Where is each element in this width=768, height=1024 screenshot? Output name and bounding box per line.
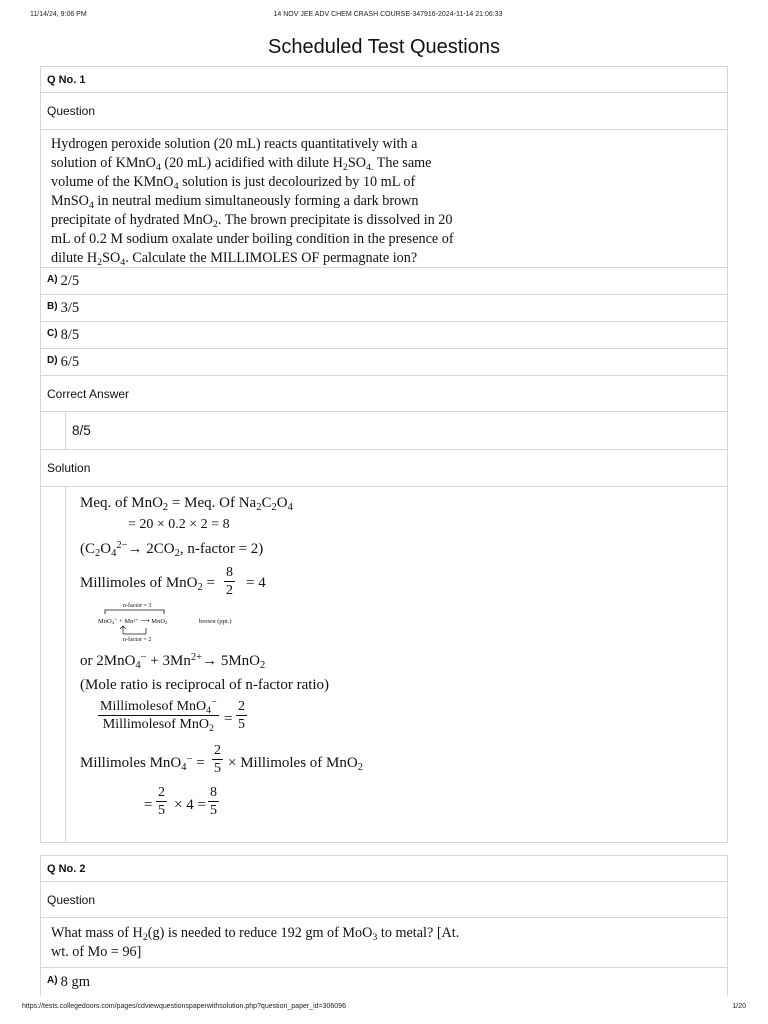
question-number: Q No. 2	[41, 856, 727, 882]
n-factor-top-label: n-factor = 3	[123, 603, 152, 609]
print-footer	[22, 1003, 746, 1010]
option-key: C)	[47, 327, 58, 339]
solution-label: Solution	[41, 450, 727, 487]
option-key: B)	[47, 300, 58, 312]
correct-answer-row	[41, 412, 727, 450]
page-url: https://tests.collegedoors.com/pages/cdviewquestionspaperwithsolution.php?question_paper_id=306096	[22, 1003, 346, 1010]
option-value: 2/5	[60, 272, 80, 289]
solution-line: ($C_2O_4^{2-}\to 2CO_2$, n-factor = 2)	[80, 540, 264, 559]
option-a	[41, 968, 727, 996]
svg-text:MnO4⁻ + Mn²⁺ ⟶ MnO2: MnO4⁻ + Mn²⁺ ⟶ MnO2	[98, 618, 168, 625]
solution-line: × Millimoles of MnO$_2$	[228, 755, 363, 773]
page-title: Scheduled Test Questions	[267, 36, 500, 58]
option-b	[41, 295, 727, 322]
solution-line: (Mole ratio is reciprocal of n-factor ratio)	[80, 677, 330, 693]
question-card-2	[40, 855, 728, 996]
solution-line: = 20 × 0.2 × 2 = 8	[128, 517, 230, 532]
fraction-8-over-2: $\frac{8}{2}$	[226, 565, 233, 598]
option-a	[41, 268, 727, 295]
solution-block	[41, 487, 727, 842]
print-header	[30, 11, 746, 23]
fraction-2-over-5: $\frac{2}{5}$	[158, 785, 165, 818]
fraction-8-over-5: $\frac{8}{5}$	[210, 785, 217, 818]
question-text: What mass of $H_2(g)$ is needed to reduce 192 gm of MoO$_3$ to metal? [At. wt. of Mo = 96]	[41, 918, 727, 968]
question-number: Q No. 1	[41, 67, 727, 93]
option-d	[41, 349, 727, 376]
question-label: Question	[41, 882, 727, 918]
question-text: Hydrogen peroxide solution (20 mL) reacts quantitatively with a solution of KMnO$_4$ (20 mL) acidified with dilute $H_2SO_{4.}$ The same volume of the KMnO$_4$ solution is just decolourized by 10 mL of MnSO$_4$ in neutral medium simultaneously forming a dark brown precipitate of hydrated MnO$_2$. The brown precipitate is dissolved in 20 mL of 0.2 M sodium oxalate under boiling condition in the presence of dilute $H_2SO_4$. Calculate the MILLIMOLES OF permagnate ion?	[41, 130, 727, 268]
fraction-2-over-5: $\frac{2}{5}$	[238, 699, 245, 732]
solution-line: Millimoles of MnO$_2$ =	[80, 575, 215, 593]
page-number: 1/20	[732, 1003, 746, 1010]
option-c	[41, 322, 727, 349]
solution-line: Millimoles MnO$_4$− =	[80, 754, 205, 773]
brown-ppt-label: brown (ppt.)	[199, 618, 232, 625]
option-key: D)	[47, 354, 58, 366]
solution-line: Meq. of MnO$_2$ = Meq. Of $Na_2C_2O_4$	[80, 495, 293, 513]
option-value: 3/5	[60, 299, 80, 316]
fraction-2-over-5: $\frac{2}{5}$	[214, 743, 221, 776]
print-datetime: 11/14/24, 9:06 PM	[30, 11, 87, 18]
redox-mechanism-diagram	[96, 601, 246, 641]
option-value: 8/5	[60, 326, 80, 343]
n-factor-bottom-label: n-factor = 2	[123, 637, 152, 641]
option-value: 6/5	[60, 353, 80, 370]
print-doc-title: 14 NOV JEE ADV CHEM CRASH COURSE-347916-2024-11-14 21:06:33	[273, 11, 503, 18]
option-key: A)	[47, 974, 58, 986]
option-value: 8 gm	[60, 973, 90, 990]
solution-line: = 4	[246, 575, 266, 591]
question-label: Question	[41, 93, 727, 130]
solution-content: Meq. of MnO$_2$ = Meq. Of $Na_2C_2O_4$ = 20 × 0.2 × 2 = 8 ($C_2O_4^{2-}\to 2CO_2$, n-factor = 2) Millimoles of MnO$_2$ = $\frac{8}{2}$ = 4 n-factor = 3 MnO4⁻ + Mn²⁺ ⟶ MnO2 brown (ppt.) n-factor = 2 or $2MnO_4^- + 3Mn^{2+}\to 5MnO_2$ (Mole ratio is reciprocal of n-factor ratio) Millimolesof MnO$_4$− Millimolesof MnO$_2$ = $\frac{2}{5}$ Millimoles MnO$_4$− = $\frac{2}{5}$ × Millimoles of MnO$_2$ = $\frac{2}{5}$ × 4 = $\frac{8}{5}$	[80, 495, 363, 818]
correct-answer-value: 8/5	[72, 423, 91, 438]
option-key: A)	[47, 273, 58, 285]
fraction-millimoles-ratio: Millimolesof MnO$_4$− Millimolesof MnO$_2$	[100, 697, 217, 734]
question-card-1	[40, 66, 728, 843]
correct-answer-label: Correct Answer	[41, 376, 727, 412]
solution-line: or $2MnO_4^- + 3Mn^{2+}\to 5MnO_2$	[80, 652, 266, 671]
